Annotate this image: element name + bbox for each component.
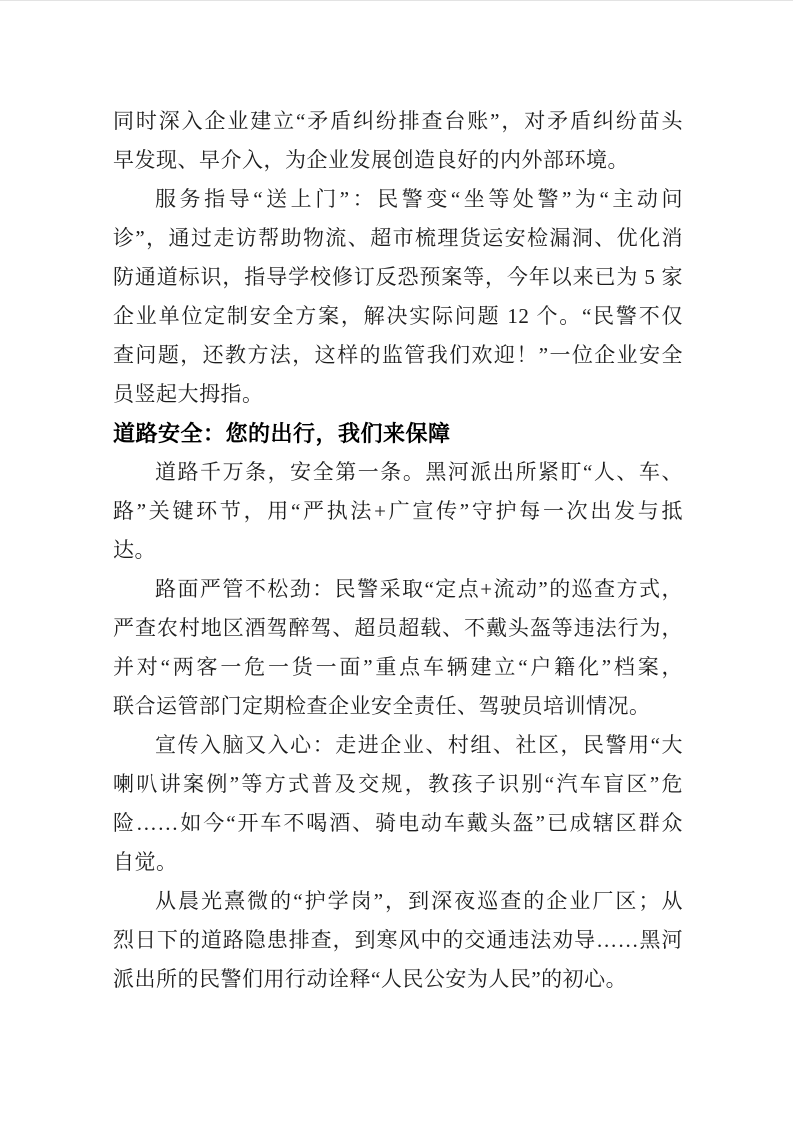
text-line: 宣传入脑又入心：走进企业、村组、社区，民警用“大	[155, 733, 683, 757]
paragraph-continuation	[113, 102, 683, 180]
text-line: 喇叭讲案例”等方式普及交规，教孩子识别“汽车盲区”危	[113, 772, 683, 796]
text-line: 联合运管部门定期检查企业安全责任、驾驶员培训情况。	[113, 694, 651, 718]
section-heading-road-safety: 道路安全：您的出行，我们来保障	[113, 421, 451, 446]
paragraph-publicity	[113, 726, 683, 882]
text-line: 诊”，通过走访帮助物流、超市梳理货运安检漏洞、优化消	[113, 226, 683, 250]
text-line: 同时深入企业建立“矛盾纠纷排查台账”，对矛盾纠纷苗头	[113, 109, 683, 133]
paragraph-closing	[113, 882, 683, 999]
text-line: 险……如今“开车不喝酒、骑电动车戴头盔”已成辖区群众	[113, 811, 683, 835]
text-line: 从晨光熹微的“护学岗”，到深夜巡查的企业厂区；从	[155, 889, 683, 913]
text-line: 路”关键环节，用“严执法+广宣传”守护每一次出发与抵	[113, 499, 683, 523]
text-line: 派出所的民警们用行动诠释“人民公安为人民”的初心。	[113, 967, 628, 991]
text-line: 企业单位定制安全方案，解决实际问题 12 个。“民警不仅	[113, 304, 683, 328]
text-line: 查问题，还教方法，这样的监管我们欢迎！”一位企业安全	[113, 343, 683, 367]
text-line: 员竖起大拇指。	[113, 382, 264, 406]
text-line: 严查农村地区酒驾醉驾、超员超载、不戴头盔等违法行为，	[113, 616, 683, 640]
text-line: 达。	[113, 538, 156, 562]
paragraph-road-enforcement	[113, 570, 683, 726]
text-line: 道路千万条，安全第一条。黑河派出所紧盯“人、车、	[155, 460, 683, 484]
text-line: 早发现、早介入，为企业发展创造良好的内外部环境。	[113, 148, 629, 172]
text-line: 服务指导“送上门”：民警变“坐等处警”为“主动问	[155, 187, 683, 211]
text-line: 自觉。	[113, 850, 178, 874]
paragraph-service-guidance	[113, 180, 683, 414]
text-line: 烈日下的道路隐患排查，到寒风中的交通违法劝导……黑河	[113, 928, 683, 952]
document-body	[113, 102, 683, 999]
text-line: 路面严管不松劲：民警采取“定点+流动”的巡查方式，	[155, 577, 683, 601]
paragraph-road-intro	[113, 453, 683, 570]
text-line: 并对“两客一危一货一面”重点车辆建立“户籍化”档案，	[113, 655, 683, 679]
text-line: 防通道标识，指导学校修订反恐预案等，今年以来已为 5 家	[113, 265, 683, 289]
